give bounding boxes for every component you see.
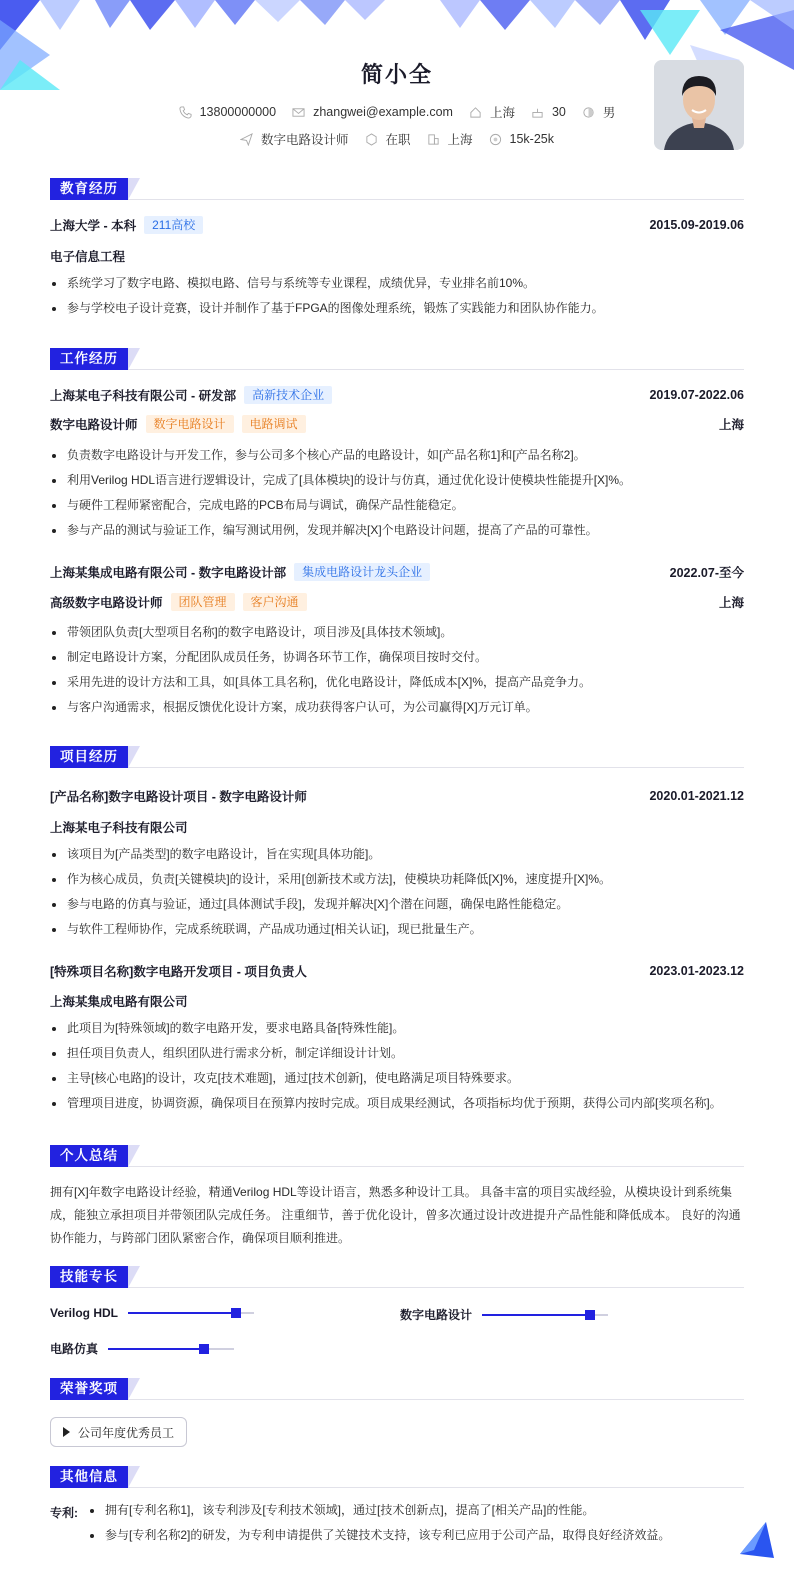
project-1-company: 上海某电子科技有限公司 xyxy=(50,821,188,835)
skill-item xyxy=(400,1306,608,1323)
projects-title: 项目经历 xyxy=(50,746,128,768)
list-item: 担任项目负责人，组织团队进行需求分析，制定详细设计计划。 xyxy=(50,1041,744,1066)
list-item: 作为核心成员，负责[关键模块]的设计，采用[创新技术或方法]，使模块功耗降低[X]%，速度提升[X]%。 xyxy=(50,867,744,892)
projects-header xyxy=(50,746,744,768)
gender-icon xyxy=(582,106,595,119)
phone-icon xyxy=(179,106,192,119)
project-2-name-row xyxy=(50,962,744,980)
building-icon xyxy=(427,133,440,146)
skill-name: 电路仿真 xyxy=(50,1342,99,1356)
city-item xyxy=(469,103,515,121)
gender-item xyxy=(582,103,616,121)
email-item xyxy=(292,103,453,121)
list-item: 主导[核心电路]的设计，攻克[技术难题]，通过[技术创新]，使电路满足项目特殊要求。 xyxy=(50,1066,744,1091)
skill-level-fill xyxy=(108,1348,209,1350)
list-item: 系统学习了数字电路、模拟电路、信号与系统等专业课程，成绩优异，专业排名前10%。 xyxy=(50,271,744,296)
list-item: 制定电路设计方案，分配团队成员任务，协调各环节工作，确保项目按时交付。 xyxy=(50,645,744,670)
other-section xyxy=(50,1466,744,1542)
send-icon xyxy=(240,133,253,146)
money-icon xyxy=(489,133,502,146)
summary-header xyxy=(50,1145,744,1167)
education-section xyxy=(50,178,744,315)
award-name: 公司年度优秀员工 xyxy=(78,1425,175,1440)
projects-section xyxy=(50,746,744,1110)
list-item: 与客户沟通需求，根据反馈优化设计方案，成功获得客户认可，为公司赢得[X]万元订单。 xyxy=(50,695,744,720)
email-icon xyxy=(292,106,305,119)
job-1-role: 数字电路设计师 xyxy=(50,418,138,432)
gender-text: 男 xyxy=(602,106,616,120)
list-item: 该项目为[产品类型]的数字电路设计，旨在实现[具体功能]。 xyxy=(50,842,744,867)
resume-header xyxy=(0,0,794,170)
project-1-bullets xyxy=(50,842,744,942)
job-2-company-row xyxy=(50,563,744,581)
job-2-company-tag: 集成电路设计龙头企业 xyxy=(294,563,430,581)
list-item: 负责数字电路设计与开发工作，参与公司多个核心产品的电路设计，如[产品名称1]和[产品名称2]。 xyxy=(50,443,744,468)
awards-title: 荣誉奖项 xyxy=(50,1378,128,1400)
summary-section xyxy=(50,1145,744,1245)
other-header xyxy=(50,1466,744,1488)
work-header xyxy=(50,348,744,370)
status-text: 在职 xyxy=(385,133,411,147)
job-1-company-row xyxy=(50,386,744,404)
email-text: zhangwei@example.com xyxy=(313,105,453,119)
summary-title: 个人总结 xyxy=(50,1145,128,1167)
avatar-portrait xyxy=(654,60,744,150)
cake-icon xyxy=(531,106,544,119)
list-item: 带领团队负责[大型项目名称]的数字电路设计，项目涉及[具体技术领域]。 xyxy=(50,620,744,645)
job-2-tag-1: 团队管理 xyxy=(171,593,235,611)
candidate-name: 简小全 xyxy=(360,62,433,87)
skill-level-fill xyxy=(128,1312,241,1314)
work-title: 工作经历 xyxy=(50,348,128,370)
education-date: 2015.09-2019.06 xyxy=(649,218,744,232)
play-icon xyxy=(63,1427,70,1437)
education-title: 教育经历 xyxy=(50,178,128,200)
skill-level-bar xyxy=(108,1348,234,1350)
job-1-location: 上海 xyxy=(718,418,744,432)
phone-text: 13800000000 xyxy=(199,105,277,119)
skill-level-fill xyxy=(482,1314,595,1316)
patent-label: 专利: xyxy=(50,1506,78,1520)
job-1-bullets xyxy=(50,443,744,543)
project-2-company-row xyxy=(50,992,744,1010)
skill-item xyxy=(50,1340,234,1357)
job-2-date: 2022.07-至今 xyxy=(669,566,744,580)
job-2-tag-2: 客户沟通 xyxy=(243,593,307,611)
list-item: 与软件工程师协作，完成系统联调，产品成功通过[相关认证]，现已批量生产。 xyxy=(50,917,744,942)
project-2-company: 上海某集成电路有限公司 xyxy=(50,995,188,1009)
school-name: 上海大学 - 本科 xyxy=(50,219,137,233)
job-1-date: 2019.07-2022.06 xyxy=(649,388,744,402)
list-item: 管理项目进度，协调资源，确保项目在预算内按时完成。项目成果经测试，各项指标均优于预期，获得公司内部[奖项名称]。 xyxy=(50,1091,744,1116)
skill-level-bar xyxy=(482,1314,608,1316)
list-item: 此项目为[特殊领域]的数字电路开发，要求电路具备[特殊性能]。 xyxy=(50,1016,744,1041)
project-1-date: 2020.01-2021.12 xyxy=(649,789,744,803)
awards-section xyxy=(50,1378,744,1440)
job-1-tag-2: 电路调试 xyxy=(242,415,306,433)
education-major-row xyxy=(50,247,744,265)
skills-title: 技能专长 xyxy=(50,1266,128,1288)
award-item xyxy=(50,1417,187,1447)
avatar xyxy=(654,60,744,150)
job-1-tag-1: 数字电路设计 xyxy=(146,415,234,433)
status-icon xyxy=(365,133,378,146)
school-tag: 211高校 xyxy=(144,216,203,234)
awards-header xyxy=(50,1378,744,1400)
skill-level-bar xyxy=(128,1312,254,1314)
job-2-role: 高级数字电路设计师 xyxy=(50,596,163,610)
work-section xyxy=(50,348,744,714)
city-text: 上海 xyxy=(489,106,515,120)
education-header xyxy=(50,178,744,200)
project-1-name: [产品名称]数字电路设计项目 - 数字电路设计师 xyxy=(50,790,307,804)
major: 电子信息工程 xyxy=(50,250,126,264)
home-icon xyxy=(469,106,482,119)
job-1-company-tag: 高新技术企业 xyxy=(244,386,332,404)
target-city-item xyxy=(427,130,473,148)
job-title-item xyxy=(240,130,349,148)
list-item: 参与学校电子设计竞赛，设计并制作了基于FPGA的图像处理系统，锻炼了实践能力和团队协作能力。 xyxy=(50,296,744,321)
job-1-role-row xyxy=(50,415,744,433)
phone-item xyxy=(179,103,276,121)
status-item xyxy=(365,130,411,148)
summary-line: 拥有[X]年数字电路设计经验，精通Verilog HDL等设计语言，熟悉多种设计工具。 具备丰富的项目实战经验，从模块设计到系统集 xyxy=(50,1185,733,1199)
skill-item xyxy=(50,1306,254,1320)
project-1-name-row xyxy=(50,787,744,805)
project-2-name: [特殊项目名称]数字电路开发项目 - 项目负责人 xyxy=(50,965,307,979)
job-1-company: 上海某电子科技有限公司 - 研发部 xyxy=(50,389,237,403)
job-2-bullets xyxy=(50,620,744,720)
list-item: 参与[专利名称2]的研发，为专利申请提供了关键技术支持，该专利已应用于公司产品，取得良好经济效益。 xyxy=(88,1523,728,1548)
list-item: 参与电路的仿真与验证，通过[具体测试手段]，发现并解决[X]个潜在问题，确保电路性能稳定。 xyxy=(50,892,744,917)
education-school-row xyxy=(50,216,744,234)
patent-bullets xyxy=(88,1498,728,1548)
skills-header xyxy=(50,1266,744,1288)
list-item: 与硬件工程师紧密配合，完成电路的PCB布局与调试，确保产品性能稳定。 xyxy=(50,493,744,518)
list-item: 利用Verilog HDL语言进行逻辑设计，完成了[具体模块]的设计与仿真，通过优化设计使模块性能提升[X]%。 xyxy=(50,468,744,493)
target-city-text: 上海 xyxy=(447,133,473,147)
skills-section xyxy=(50,1266,744,1356)
project-2-date: 2023.01-2023.12 xyxy=(649,964,744,978)
list-item: 采用先进的设计方法和工具，如[具体工具名称]，优化电路设计，降低成本[X]%，提高产品竞争力。 xyxy=(50,670,744,695)
skill-level-knob xyxy=(199,1344,209,1354)
job-2-company: 上海某集成电路有限公司 - 数字电路设计部 xyxy=(50,566,287,580)
summary-line: 协作能力，与跨部门团队紧密合作，确保项目顺利推进。 xyxy=(50,1231,351,1245)
project-1-company-row xyxy=(50,818,744,836)
job-title-text: 数字电路设计师 xyxy=(260,133,349,147)
summary-line: 成，能独立承担项目并带领团队完成任务。 注重细节，善于优化设计，曾多次通过设计改进提升产品性能和降低成本。 良好的沟通 xyxy=(50,1208,741,1222)
list-item: 拥有[专利名称1]，该专利涉及[专利技术领域]，通过[技术创新点]，提高了[相关产品]的性能。 xyxy=(88,1498,728,1523)
list-item: 参与产品的测试与验证工作，编写测试用例，发现并解决[X]个电路设计问题，提高了产品的可靠性。 xyxy=(50,518,744,543)
education-bullets xyxy=(50,271,744,321)
project-2-bullets xyxy=(50,1016,744,1116)
other-title: 其他信息 xyxy=(50,1466,128,1488)
job-2-role-row xyxy=(50,593,744,611)
salary-item xyxy=(489,130,554,148)
skill-name: Verilog HDL xyxy=(50,1306,119,1320)
salary-text: 15k-25k xyxy=(509,132,555,146)
corner-decoration xyxy=(736,1520,776,1560)
skill-name: 数字电路设计 xyxy=(400,1308,473,1322)
skill-level-knob xyxy=(585,1310,595,1320)
skill-level-knob xyxy=(231,1308,241,1318)
summary-text xyxy=(50,1181,744,1250)
age-text: 30 xyxy=(551,105,566,119)
age-item xyxy=(531,103,566,121)
job-2-location: 上海 xyxy=(718,596,744,610)
